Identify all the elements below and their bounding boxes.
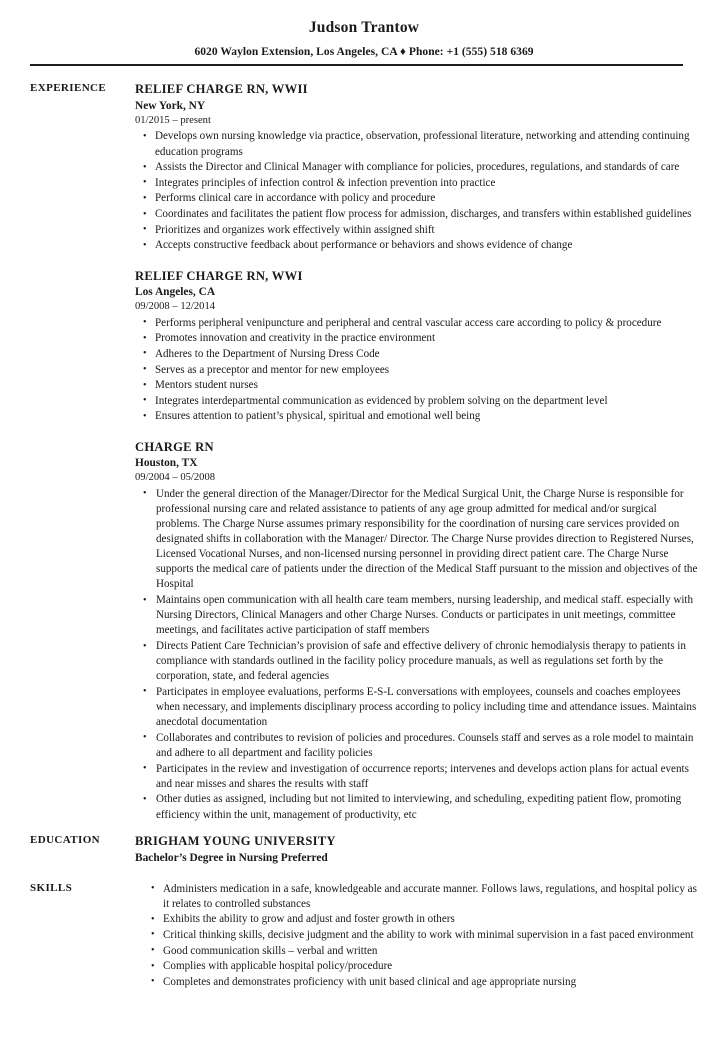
list-item: • Critical thinking skills, decisive judgment and the ability to work with minimal supervision in a fast paced environment bbox=[135, 928, 698, 943]
job-title: CHARGE RN bbox=[135, 439, 214, 454]
job-title: RELIEF CHARGE RN, WWII bbox=[135, 82, 308, 97]
education-entries bbox=[135, 833, 698, 866]
experience-entries bbox=[135, 81, 698, 823]
list-item: • Integrates interdepartmental communication as evidenced by problem solving on the department level bbox=[135, 394, 698, 409]
list-item: • Complies with applicable hospital policy/procedure bbox=[135, 959, 698, 974]
header-divider bbox=[30, 64, 683, 66]
list-item: • Good communication skills – verbal and written bbox=[135, 944, 698, 959]
job-responsibility-list bbox=[135, 316, 698, 425]
list-item: • Ensures attention to patient’s physical, spiritual and emotional well being bbox=[135, 409, 698, 424]
candidate-contact-line: 6020 Waylon Extension, Los Angeles, CA ♦ Phone: +1 (555) 518 6369 bbox=[194, 46, 534, 59]
experience-entry bbox=[135, 439, 698, 823]
list-item: • Integrates principles of infection control & infection prevention into practice bbox=[135, 176, 698, 191]
list-item: • Other duties as assigned, including but not limited to interviewing, and scheduling, expediting patient flow, promoting efficiency within the unit, management of productivity, etc bbox=[135, 792, 698, 822]
list-item: • Adheres to the Department of Nursing Dress Code bbox=[135, 347, 698, 362]
list-item: • Develops own nursing knowledge via practice, observation, professional literature, networking and attending continuing education programs bbox=[135, 129, 698, 159]
skills-entries bbox=[135, 881, 698, 991]
list-item: • Performs clinical care in accordance with policy and procedure bbox=[135, 191, 698, 206]
list-item: • Assists the Director and Clinical Manager with compliance for policies, procedures, regulations, and standards of care bbox=[135, 160, 698, 175]
list-item: • Accepts constructive feedback about performance or behaviors and shows evidence of change bbox=[135, 238, 698, 253]
list-item: • Participates in the review and investigation of occurrence reports; intervenes and develops action plans for actual events and near misses and shares the results with staff bbox=[135, 762, 698, 792]
skills-list bbox=[135, 882, 698, 990]
job-responsibility-list bbox=[135, 129, 698, 253]
list-item: • Prioritizes and organizes work effectively within assigned shift bbox=[135, 223, 698, 238]
list-item: • Coordinates and facilitates the patient flow process for admission, discharges, and transfers within established guidelines bbox=[135, 207, 698, 222]
resume-header bbox=[0, 0, 728, 58]
job-location: Houston, TX bbox=[135, 456, 198, 469]
experience-entry bbox=[135, 81, 698, 253]
list-item: • Performs peripheral venipuncture and peripheral and central vascular access care according to policy & procedure bbox=[135, 316, 698, 331]
list-item: • Under the general direction of the Manager/Director for the Medical Surgical Unit, the Charge Nurse is responsible for professional nursing care and related assistance to patients of any age group admitted for medical and/or surgical problems. The Charge Nurse assumes primary responsibility for the coordination of nursing care services provided on designated shifts in collaboration with the Manager/ Director. The Charge Nurse provides direction to Registered Nurses, Licensed Vocational Nurses, and non-licensed nursing personnel in providing direct patient care. The Charge Nurse supports the medical care of patients under the direction of the Medical Staff pursuant to the mission and objectives of the Hospital bbox=[135, 487, 698, 593]
experience-section-label: EXPERIENCE bbox=[30, 82, 107, 95]
list-item: • Exhibits the ability to grow and adjust and foster growth in others bbox=[135, 912, 698, 927]
education-degree: Bachelor’s Degree in Nursing Preferred bbox=[135, 851, 328, 864]
experience-section bbox=[0, 81, 728, 823]
list-item: • Directs Patient Care Technician’s provision of safe and effective delivery of chronic hemodialysis therapy to patients in compliance with standards outlined in the facility policy procedure manuals, as well as regulations set forth by the corporation, state, and federal agencies bbox=[135, 639, 698, 684]
skills-section-label: SKILLS bbox=[30, 881, 73, 894]
list-item: • Participates in employee evaluations, performs E-S-L conversations with employees, counsels and coaches employees when necessary, and implements disciplinary process according to policy including time and attendance issues. Maintains anecdotal documentation bbox=[135, 685, 698, 730]
skills-section bbox=[0, 881, 728, 991]
education-section-label: EDUCATION bbox=[30, 834, 101, 847]
job-dates: 01/2015 – present bbox=[135, 115, 211, 127]
job-responsibility-list bbox=[135, 487, 698, 823]
job-dates: 09/2008 – 12/2014 bbox=[135, 301, 216, 313]
job-location: New York, NY bbox=[135, 99, 206, 112]
list-item: • Administers medication in a safe, knowledgeable and accurate manner. Follows laws, regulations, and hospital policy as it relates to controlled substances bbox=[135, 882, 698, 912]
candidate-name: Judson Trantow bbox=[308, 19, 420, 36]
education-section bbox=[0, 833, 728, 866]
list-item: • Serves as a preceptor and mentor for new employees bbox=[135, 363, 698, 378]
job-location: Los Angeles, CA bbox=[135, 285, 216, 298]
job-dates: 09/2004 – 05/2008 bbox=[135, 472, 216, 484]
list-item: • Promotes innovation and creativity in the practice environment bbox=[135, 331, 698, 346]
list-item: • Completes and demonstrates proficiency with unit based clinical and age appropriate nursing bbox=[135, 975, 698, 990]
job-title: RELIEF CHARGE RN, WWI bbox=[135, 268, 303, 283]
education-school: BRIGHAM YOUNG UNIVERSITY bbox=[135, 834, 336, 849]
list-item: • Mentors student nurses bbox=[135, 378, 698, 393]
experience-entry bbox=[135, 268, 698, 425]
list-item: • Collaborates and contributes to revision of policies and procedures. Counsels staff and serves as a role model to maintain and adhere to all department and facility policies bbox=[135, 731, 698, 761]
list-item: • Maintains open communication with all health care team members, nursing leadership, and medical staff. especially with Nursing Directors, Clinical Managers and other Charge Nurses. Conducts or participates in unit meetings, committee meetings, and facilitates active participation of staff members bbox=[135, 593, 698, 638]
